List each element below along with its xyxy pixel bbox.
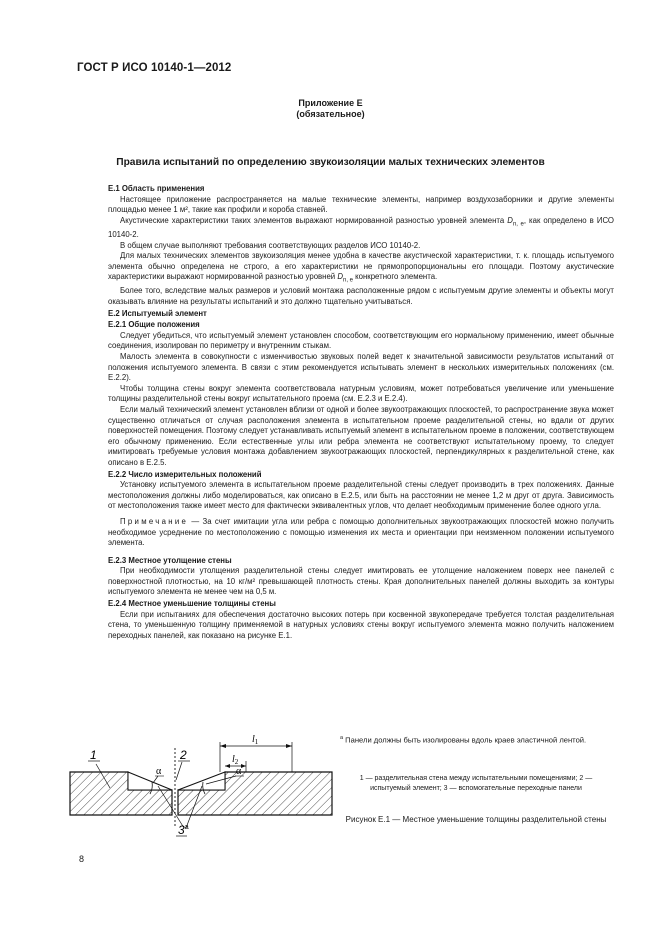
l2-subscript: 2 — [234, 758, 239, 766]
dimension-label-l1 — [252, 734, 259, 746]
paragraph: Более того, вследствие малых размеров и условий монтажа расположенные рядом с испытуемым другие элементы и объекты могут оказывать влияние на результаты испытаний и это должно тщательно учитываться. — [108, 286, 614, 307]
figure-label-3 — [178, 823, 189, 837]
note-text: — За счет имитации угла или ребра с помощью дополнительных звукоотражающих плоскостей можно получить необходимое усреднение по местоположению с помощью изменения их места и ориентации при неизменном положении испытуемого элемента. — [108, 516, 614, 548]
arrow — [286, 744, 292, 748]
section-heading-e2: Е.2 Испытуемый элемент — [108, 308, 207, 318]
symbol-d: D — [337, 272, 343, 282]
annex-status: (обязательное) — [296, 109, 365, 119]
section-heading-e23: Е.2.3 Местное утолщение стены — [108, 555, 232, 565]
figure-label-3-number: 3 — [178, 823, 185, 837]
text-run: , как определено в ИСО 10140-2. — [108, 215, 614, 239]
l1-subscript: 1 — [254, 738, 259, 746]
symbol-subscript: n, e — [342, 277, 353, 284]
paragraph: Малость элемента в совокупности с изменчивостью звуковых полей ведет к значительной зависимости результатов испытаний от положения испытуемого элемента. В связи с этим рекомендуется испытывать элемент в нескольких измерительных положениях (см. Е.2.2). — [108, 352, 614, 383]
figure-legend: 1 — разделительная стена между испытательными помещениями; 2 — испытуемый элемент; 3 — вспомогательные переходные панели — [359, 775, 593, 792]
dimension-label-l2 — [232, 754, 239, 766]
paragraph — [108, 251, 614, 286]
angle-label-right: α — [236, 766, 242, 777]
paragraph — [108, 216, 614, 241]
text-run: Для малых технических элементов звукоизоляция менее удобна в качестве акустической характеристики, т. к. площадь испытуемого элемента обычно определена не строго, а его характеристики не прямопропорциональны его площади. Поэтому акустические характеристики выражают нормированной разностью уровней — [108, 251, 614, 282]
arrow — [225, 764, 230, 768]
footnote-mark: a — [340, 735, 344, 741]
figure-label-2: 2 — [180, 748, 187, 762]
annex-heading — [0, 98, 661, 120]
section-heading-e21: Е.2.1 Общие положения — [108, 320, 200, 330]
footnote-text: Панели должны быть изолированы вдоль краев эластичной лентой. — [343, 735, 587, 745]
page-number: 8 — [79, 854, 85, 864]
paragraph: Установку испытуемого элемента в испытательном проеме разделительной стены следует производить в трех положениях. Данные местоположения должны либо моделироваться, как описано в Е.2.5, или быть на расстоянии не менее 1,2 м друг от друга. Зависимость от местоположения также имеет место для фактически эквивалентных углов, что делает необходимым применение более одного угла. — [108, 480, 614, 511]
symbol-d: D — [507, 215, 513, 225]
transition-panel-left — [128, 772, 172, 790]
figure-caption: Рисунок Е.1 — Местное уменьшение толщины разделительной стены — [345, 815, 607, 824]
figure-e1-diagram — [60, 728, 340, 838]
paragraph: В общем случае выполняют требования соответствующих разделов ИСО 10140-2. — [120, 240, 421, 250]
text-run: Акустические характеристики таких элементов выражают нормированной разностью уровней элемента — [120, 215, 508, 225]
section-heading-e1: Е.1 Область применения — [108, 184, 205, 193]
paragraph: Чтобы толщина стены вокруг элемента соответствовала натурным условиям, может потребоваться увеличение или уменьшение толщины разделительной стены вокруг испытательного проема (см. Е.2.3 и Е.2.4). — [108, 383, 614, 404]
l1-symbol: l — [252, 734, 255, 745]
figure-footnote — [340, 733, 610, 746]
section-heading-e24: Е.2.4 Местное уменьшение толщины стены — [108, 599, 276, 609]
wall-left — [70, 772, 172, 815]
text-run: конкретного элемента. — [353, 272, 438, 282]
arrow — [241, 764, 246, 768]
document-body — [108, 183, 614, 641]
paragraph: Следует убедиться, что испытуемый элемент установлен способом, соответствующим его нормальному применению, имеет обычные соединения, изолирован по периметру и внутренним стыкам. — [108, 330, 614, 351]
wall-right — [178, 772, 332, 815]
figure-label-1: 1 — [90, 748, 97, 762]
angle-label-left: α — [156, 766, 162, 777]
annex-title: Правила испытаний по определению звукоизоляции малых технических элементов — [116, 157, 545, 168]
paragraph: При необходимости утолщения разделительной стены следует имитировать ее утолщение наложением поверх нее панелей с поверхностной плотностью, на 10 кг/м² превышающей плотность стены. Края дополнительных панелей должны выходить за контуры испытуемого элемента не менее чем на 0,5 м. — [108, 566, 614, 597]
leader-2 — [176, 762, 182, 780]
paragraph: Если малый технический элемент установлен вблизи от одной и более звукоотражающих плоскостей, то распространение звука может существенно отличаться от случая расположения элемента в испытательном проеме разделительной стены, но вдали от других поверхностей помещения. Поэтому следует устанавливать испытуемый элемент в испытательном проеме в положении, соответствующем его обычному применению. Если естественные углы или ребра элемента не соответствуют испытательному проему, то следует имитировать требуемые условия монтажа добавлением звукоотражающих плоскостей, перпендикулярных к разделительной стене, как описано в Е.2.5. — [108, 404, 614, 467]
document-header: ГОСТ Р ИСО 10140-1—2012 — [77, 62, 232, 74]
paragraph: Настоящее приложение распространяется на малые технические элементы, например воздухозаборники и другие элементы площадью менее 1 м², такие как профили и короба ставней. — [108, 194, 614, 215]
l2-symbol: l — [232, 754, 235, 765]
arrow — [220, 744, 226, 748]
figure-label-3-sup: a — [184, 824, 189, 831]
note — [108, 517, 614, 549]
angle-pointer-left — [153, 776, 158, 783]
paragraph: Если при испытаниях для обеспечения достаточно высоких потерь при косвенной звукопередаче требуется толстая разделительная стена, то уменьшенную толщину применяемой в натурных условиях стены вокруг испытуемого элемента можно получить наложением переходных панелей, как показано на рисунке Е.1. — [108, 609, 614, 640]
section-heading-e22: Е.2.2 Число измерительных положений — [108, 469, 262, 479]
note-label: Примечание — [120, 516, 189, 526]
symbol-subscript: n, e — [512, 221, 524, 228]
annex-label: Приложение Е — [298, 98, 363, 108]
